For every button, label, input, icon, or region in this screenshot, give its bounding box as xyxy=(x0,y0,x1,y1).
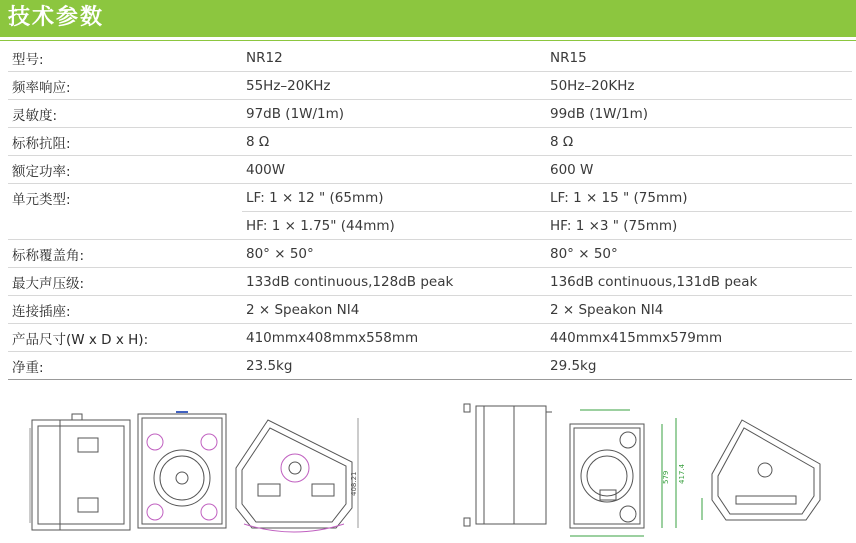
row-label: 净重: xyxy=(8,352,242,380)
table-row xyxy=(8,44,852,72)
nr12-value: 97dB (1W/1m) xyxy=(242,100,546,128)
nr12-value: 8 Ω xyxy=(242,128,546,156)
table-row xyxy=(8,212,852,240)
row-label: 连接插座: xyxy=(8,296,242,324)
drawings-svg xyxy=(0,398,856,543)
row-label xyxy=(8,212,242,240)
table-row xyxy=(8,352,852,380)
nr12-profile-view xyxy=(236,418,358,532)
table-row xyxy=(8,240,852,268)
nr12-front-view xyxy=(138,412,226,528)
table-row xyxy=(8,296,852,324)
nr12-value: 23.5kg xyxy=(242,352,546,380)
nr15-dimension-label: 579 xyxy=(662,470,670,484)
nr15-value: 440mmx415mmx579mm xyxy=(546,324,852,352)
nr15-height-label: 417.4 xyxy=(678,463,686,484)
nr12-side-view xyxy=(30,414,130,530)
nr12-dimension-label: 408.21 xyxy=(350,471,358,496)
nr12-value: NR12 xyxy=(242,44,546,72)
row-label: 单元类型: xyxy=(8,184,242,212)
table-row xyxy=(8,324,852,352)
nr15-profile-view xyxy=(702,420,820,520)
nr12-value: 55Hz–20KHz xyxy=(242,72,546,100)
nr12-value: 80° × 50° xyxy=(242,240,546,268)
nr15-front-view xyxy=(570,410,686,536)
nr12-value: 133dB continuous,128dB peak xyxy=(242,268,546,296)
table-row xyxy=(8,128,852,156)
nr15-value: 2 × Speakon NI4 xyxy=(546,296,852,324)
row-label: 最大声压级: xyxy=(8,268,242,296)
nr12-value: 400W xyxy=(242,156,546,184)
nr15-side-view xyxy=(464,404,552,526)
nr12-value: HF: 1 × 1.75" (44mm) xyxy=(242,212,546,240)
nr15-value: HF: 1 ×3 " (75mm) xyxy=(546,212,852,240)
table-row xyxy=(8,184,852,212)
row-label: 灵敏度: xyxy=(8,100,242,128)
nr15-value: 99dB (1W/1m) xyxy=(546,100,852,128)
nr15-value: 29.5kg xyxy=(546,352,852,380)
row-label: 型号: xyxy=(8,44,242,72)
row-label: 额定功率: xyxy=(8,156,242,184)
header-divider xyxy=(0,40,856,41)
nr15-value: 50Hz–20KHz xyxy=(546,72,852,100)
row-label: 产品尺寸(W x D x H): xyxy=(8,324,242,352)
nr15-value: 8 Ω xyxy=(546,128,852,156)
table-row xyxy=(8,268,852,296)
nr15-value: 136dB continuous,131dB peak xyxy=(546,268,852,296)
table-row xyxy=(8,156,852,184)
header-bar xyxy=(0,0,856,37)
nr12-value: LF: 1 × 12 " (65mm) xyxy=(242,184,546,212)
row-label: 标称覆盖角: xyxy=(8,240,242,268)
row-label: 标称抗阻: xyxy=(8,128,242,156)
page-title: 技术参数 xyxy=(8,5,105,30)
spec-table xyxy=(8,44,852,380)
nr15-value: LF: 1 × 15 " (75mm) xyxy=(546,184,852,212)
nr15-value: 600 W xyxy=(546,156,852,184)
technical-drawings xyxy=(0,398,856,543)
nr15-value: NR15 xyxy=(546,44,852,72)
nr15-value: 80° × 50° xyxy=(546,240,852,268)
table-row xyxy=(8,100,852,128)
nr12-value: 410mmx408mmx558mm xyxy=(242,324,546,352)
table-row xyxy=(8,72,852,100)
row-label: 频率响应: xyxy=(8,72,242,100)
nr12-value: 2 × Speakon NI4 xyxy=(242,296,546,324)
